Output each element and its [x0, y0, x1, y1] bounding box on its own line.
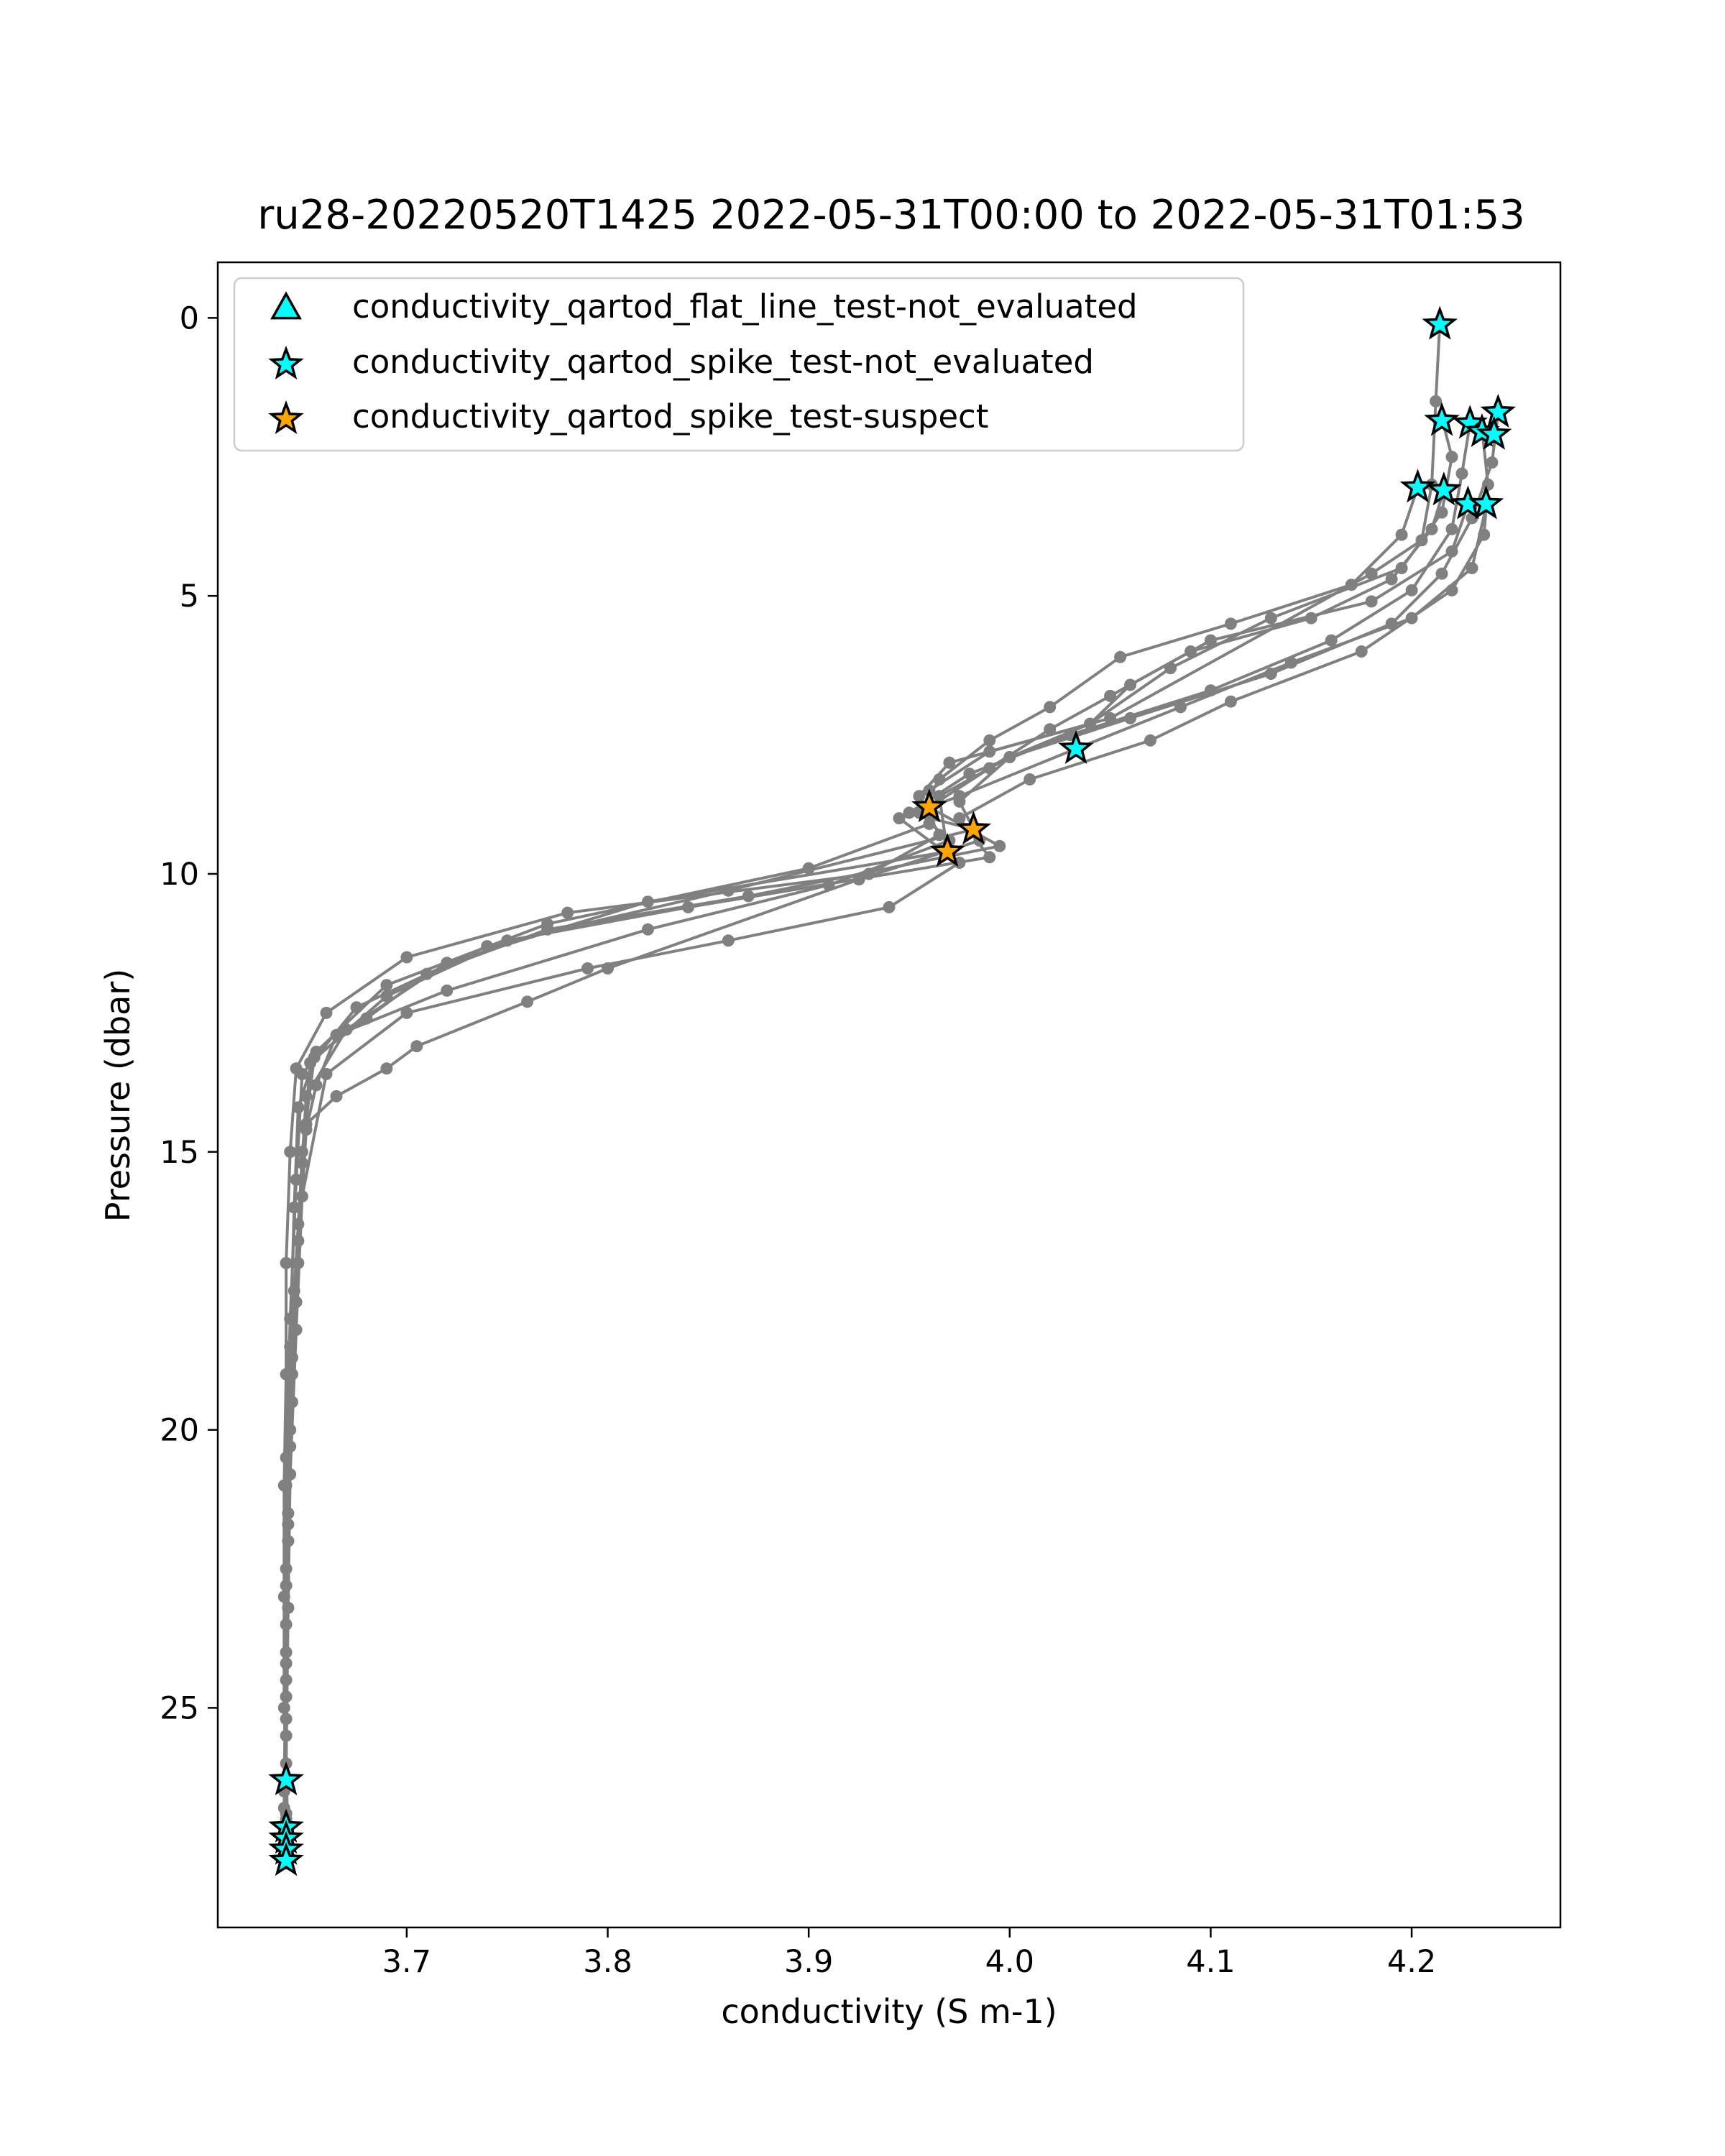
- y-axis-label: Pressure (dbar): [98, 968, 137, 1222]
- legend: [234, 278, 1243, 451]
- profile-point: [1265, 612, 1277, 625]
- profile-point: [308, 1051, 321, 1064]
- profile-point: [742, 890, 755, 902]
- profile-point: [1104, 690, 1116, 702]
- profile-point: [1024, 773, 1036, 786]
- profile-point: [420, 968, 433, 980]
- profile-point: [1466, 562, 1478, 574]
- profile-point: [883, 901, 896, 913]
- profile-point: [1084, 718, 1096, 730]
- profile-point: [1430, 395, 1442, 407]
- profile-point: [410, 1040, 423, 1052]
- profile-point: [351, 1001, 363, 1013]
- profile-point: [1426, 523, 1438, 535]
- profile-point: [292, 1101, 304, 1113]
- profile-point: [983, 763, 995, 775]
- profile-point: [1456, 468, 1468, 480]
- profile-point: [280, 1257, 293, 1269]
- profile-point: [1482, 479, 1494, 491]
- y-tick-label: 20: [160, 1412, 199, 1449]
- profile-point: [1366, 595, 1378, 607]
- profile-point: [1174, 701, 1187, 713]
- x-tick-label: 3.9: [783, 1944, 834, 1980]
- y-tick-label: 25: [160, 1690, 199, 1727]
- profile-point: [1285, 657, 1297, 669]
- profile-point: [280, 1580, 293, 1592]
- x-tick-label: 4.0: [985, 1944, 1034, 1980]
- profile-point: [290, 1296, 303, 1308]
- profile-point: [993, 840, 1006, 852]
- profile-point: [893, 812, 906, 824]
- profile-point: [1325, 635, 1338, 647]
- profile-point: [602, 962, 614, 975]
- profile-point: [1346, 579, 1358, 591]
- profile-point: [1114, 651, 1126, 663]
- profile-point: [541, 923, 553, 936]
- profile-point: [1225, 696, 1237, 708]
- profile-point: [1225, 617, 1237, 630]
- profile-point: [1044, 723, 1056, 735]
- legend-label-flat-line-not-evaluated: conductivity_qartod_flat_line_test-not_evaluated: [352, 287, 1138, 326]
- profile-point: [1446, 523, 1458, 535]
- profile-point: [321, 1007, 333, 1019]
- profile-point: [284, 1146, 296, 1158]
- profile-point: [400, 952, 413, 964]
- profile-point: [1446, 545, 1458, 558]
- x-tick-label: 4.1: [1186, 1944, 1236, 1980]
- profile-point: [953, 796, 965, 808]
- profile-point: [1386, 573, 1398, 586]
- profile-point: [983, 745, 995, 757]
- profile-point: [1446, 451, 1458, 463]
- profile-point: [1406, 584, 1418, 596]
- chart-title: ru28-20220520T1425 2022-05-31T00:00 to 2022-05-31T01:53: [257, 192, 1525, 239]
- y-tick-label: 10: [160, 856, 199, 893]
- profile-point: [1305, 612, 1317, 625]
- profile-point: [296, 1146, 308, 1158]
- profile-point: [380, 979, 392, 991]
- profile-point: [360, 1013, 372, 1025]
- y-tick-label: 0: [179, 300, 199, 337]
- profile-point: [1124, 712, 1136, 724]
- profile-point: [521, 995, 533, 1008]
- profile-point: [1406, 612, 1418, 625]
- profile-point: [1044, 701, 1056, 713]
- profile-point: [1396, 529, 1408, 541]
- x-axis-label: conductivity (S m-1): [721, 1992, 1057, 2031]
- profile-point: [983, 851, 995, 863]
- profile-point: [933, 773, 945, 786]
- profile-point: [561, 907, 574, 919]
- profile-point: [642, 895, 654, 908]
- profile-point: [1486, 456, 1498, 469]
- profile-point: [441, 985, 453, 997]
- profile-point: [983, 734, 995, 747]
- y-tick-label: 15: [160, 1134, 199, 1171]
- x-tick-label: 3.8: [583, 1944, 632, 1980]
- profile-point: [284, 1440, 296, 1452]
- profile-point: [581, 962, 594, 975]
- x-tick-label: 3.7: [382, 1944, 432, 1980]
- legend-label-spike-suspect: conductivity_qartod_spike_test-suspect: [352, 397, 989, 436]
- profile-point: [1184, 645, 1197, 658]
- profile-point: [1144, 734, 1156, 747]
- profile-point: [1356, 645, 1368, 658]
- profile-point: [331, 1090, 343, 1102]
- profile-point: [280, 1713, 293, 1725]
- profile-point: [296, 1068, 308, 1080]
- y-tick-label: 5: [179, 579, 199, 615]
- x-tick-label: 4.2: [1386, 1944, 1437, 1980]
- profile-point: [722, 934, 735, 946]
- profile-point: [642, 923, 654, 936]
- profile-point: [1436, 568, 1448, 580]
- legend-label-spike-not-evaluated: conductivity_qartod_spike_test-not_evaluated: [352, 343, 1094, 381]
- profile-point: [380, 1062, 392, 1074]
